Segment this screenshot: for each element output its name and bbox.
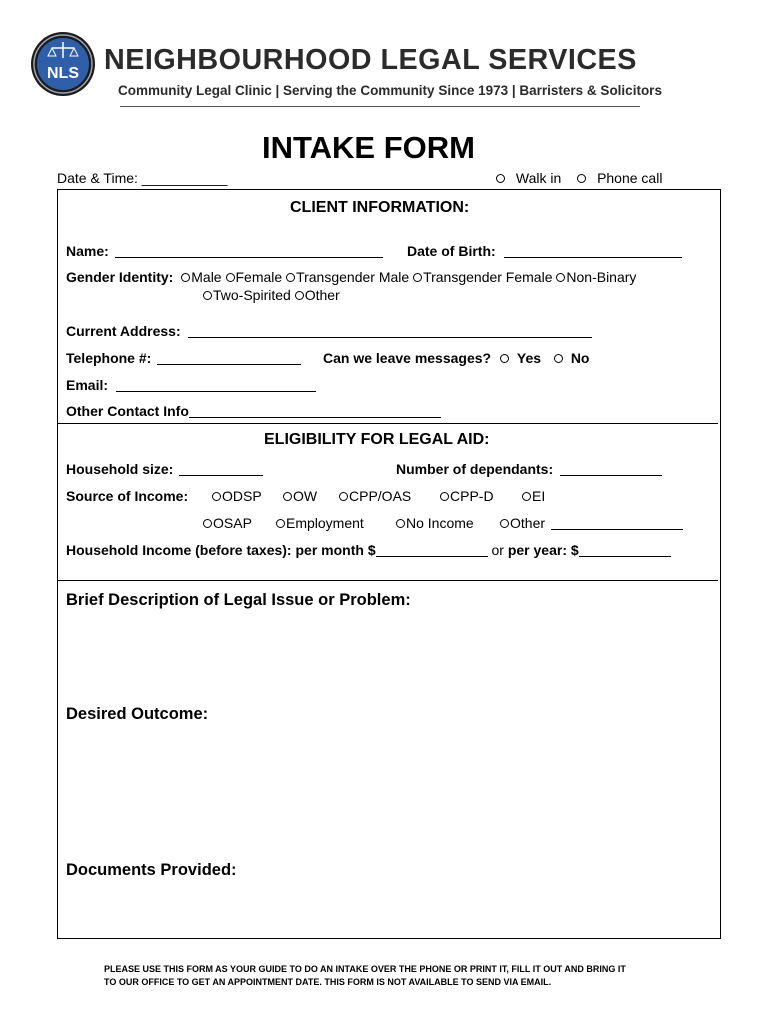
dependants-field[interactable]: [560, 463, 662, 476]
form-left-border: [57, 189, 58, 938]
dependants-label: Number of dependants:: [396, 461, 554, 477]
walk-in-label: Walk in: [515, 170, 562, 186]
income-other: [500, 515, 683, 531]
income-ei: [522, 488, 545, 504]
gender-other-radio[interactable]: [295, 291, 304, 300]
income-source-label: Source of Income:: [66, 488, 189, 504]
footer-note-line-2: TO OUR OFFICE TO GET AN APPOINTMENT DATE. THIS FORM IS NOT AVAILABLE TO SEND VIA EMAIL.: [104, 977, 552, 987]
dob-field[interactable]: [504, 245, 682, 258]
form-right-border: [720, 189, 721, 938]
email-row: [66, 377, 316, 393]
household-income-label: Household Income (before taxes): per month $: [66, 542, 376, 558]
messages-no-label: No: [570, 350, 590, 366]
income-no-income-label: No Income: [406, 515, 474, 531]
gender-non-binary-label: Non-Binary: [566, 269, 637, 285]
phone-call-radio[interactable]: [577, 174, 586, 183]
income-employment: [276, 515, 364, 531]
legal-issue-heading: Brief Description of Legal Issue or Problem:: [66, 591, 411, 609]
income-ow-radio[interactable]: [283, 492, 292, 501]
income-employment-label: Employment: [286, 515, 364, 531]
income-cpp-d-radio[interactable]: [440, 492, 449, 501]
address-label: Current Address:: [66, 323, 181, 339]
eligibility-heading: ELIGIBILITY FOR LEGAL AID:: [264, 431, 490, 448]
income-odsp-radio[interactable]: [212, 492, 221, 501]
other-contact-row: [66, 403, 441, 419]
section-divider-2: [57, 580, 718, 581]
telephone-field[interactable]: [157, 352, 301, 365]
gender-row: [66, 269, 636, 285]
header-rule: [120, 106, 640, 107]
gender-trans-male-label: Transgender Male: [296, 269, 410, 285]
income-cpp-oas-radio[interactable]: [339, 492, 348, 501]
form-bottom-border: [57, 938, 721, 939]
documents-heading: Documents Provided:: [66, 861, 237, 879]
income-ei-label: EI: [532, 488, 546, 504]
contact-type-group: [496, 170, 662, 186]
messages-row: [323, 350, 589, 366]
gender-male-label: Male: [191, 269, 222, 285]
income-cpp-oas: [339, 488, 411, 504]
date-time-field[interactable]: Date & Time: ___________: [57, 170, 228, 186]
gender-label: Gender Identity:: [66, 269, 174, 285]
income-osap: [203, 515, 252, 531]
income-osap-label: OSAP: [213, 515, 252, 531]
household-row: [66, 461, 263, 477]
dependants-row: [396, 461, 662, 477]
org-name: NEIGHBOURHOOD LEGAL SERVICES: [104, 44, 637, 76]
per-year-label: per year: $: [507, 542, 579, 558]
income-other-radio[interactable]: [500, 519, 509, 528]
name-label: Name:: [66, 243, 109, 259]
org-tagline: Community Legal Clinic | Serving the Community Since 1973 | Barristers & Solicitors: [118, 83, 662, 98]
address-row: [66, 323, 592, 339]
income-per-year-field[interactable]: [579, 544, 671, 557]
gender-row-2: [203, 287, 340, 303]
other-contact-field[interactable]: [189, 405, 441, 418]
dob-label: Date of Birth:: [407, 243, 496, 259]
telephone-row: [66, 350, 301, 366]
email-label: Email:: [66, 377, 109, 393]
income-employment-radio[interactable]: [276, 519, 285, 528]
gender-two-spirited-label: Two-Spirited: [213, 287, 291, 303]
income-odsp-label: ODSP: [222, 488, 262, 504]
messages-label: Can we leave messages?: [323, 350, 492, 366]
income-ow-label: OW: [293, 488, 318, 504]
income-per-month-field[interactable]: [376, 544, 488, 557]
legal-issue-area[interactable]: [60, 614, 716, 702]
documents-area[interactable]: [60, 884, 716, 934]
gender-two-spirited-radio[interactable]: [203, 291, 212, 300]
logo: [30, 28, 96, 100]
messages-no-radio[interactable]: [554, 354, 563, 363]
phone-call-label: Phone call: [597, 170, 663, 186]
other-contact-label: Other Contact Info: [66, 403, 189, 419]
section-divider-1: [57, 423, 718, 424]
desired-outcome-area[interactable]: [60, 728, 716, 858]
income-cpp-d: [440, 488, 494, 504]
income-cpp-d-label: CPP-D: [450, 488, 494, 504]
gender-male-radio[interactable]: [181, 273, 190, 282]
telephone-label: Telephone #:: [66, 350, 152, 366]
page-title: INTAKE FORM: [262, 130, 475, 165]
logo-letters: NLS: [47, 65, 79, 82]
email-field[interactable]: [116, 379, 316, 392]
household-field[interactable]: [179, 463, 263, 476]
gender-trans-female-radio[interactable]: [413, 273, 422, 282]
income-ei-radio[interactable]: [522, 492, 531, 501]
dob-row: [407, 243, 682, 259]
gender-other-label: Other: [304, 287, 340, 303]
name-field[interactable]: [115, 245, 383, 258]
income-odsp: [212, 488, 262, 504]
income-other-field[interactable]: [551, 517, 683, 530]
household-income-row: [66, 542, 671, 558]
income-other-label: Other: [510, 515, 546, 531]
income-ow: [283, 488, 317, 504]
desired-outcome-heading: Desired Outcome:: [66, 705, 209, 723]
messages-yes-radio[interactable]: [500, 354, 509, 363]
messages-yes-label: Yes: [516, 350, 542, 366]
household-label: Household size:: [66, 461, 174, 477]
name-row: [66, 243, 383, 259]
client-info-heading: CLIENT INFORMATION:: [290, 199, 470, 216]
gender-trans-male-radio[interactable]: [286, 273, 295, 282]
gender-female-label: Female: [235, 269, 283, 285]
logo-seal-icon: [30, 28, 96, 100]
address-field[interactable]: [188, 325, 592, 338]
income-cpp-oas-label: CPP/OAS: [349, 488, 412, 504]
gender-trans-female-label: Transgender Female: [423, 269, 553, 285]
income-no-income: [396, 515, 474, 531]
footer-note-line-1: PLEASE USE THIS FORM AS YOUR GUIDE TO DO AN INTAKE OVER THE PHONE OR PRINT IT, FILL IT OUT AND BRING IT: [104, 964, 626, 974]
gender-female-radio[interactable]: [226, 273, 235, 282]
walk-in-radio[interactable]: [496, 174, 505, 183]
income-no-income-radio[interactable]: [396, 519, 405, 528]
form-top-border: [57, 189, 721, 190]
or-label: or: [491, 542, 504, 558]
gender-non-binary-radio[interactable]: [556, 273, 565, 282]
income-osap-radio[interactable]: [203, 519, 212, 528]
